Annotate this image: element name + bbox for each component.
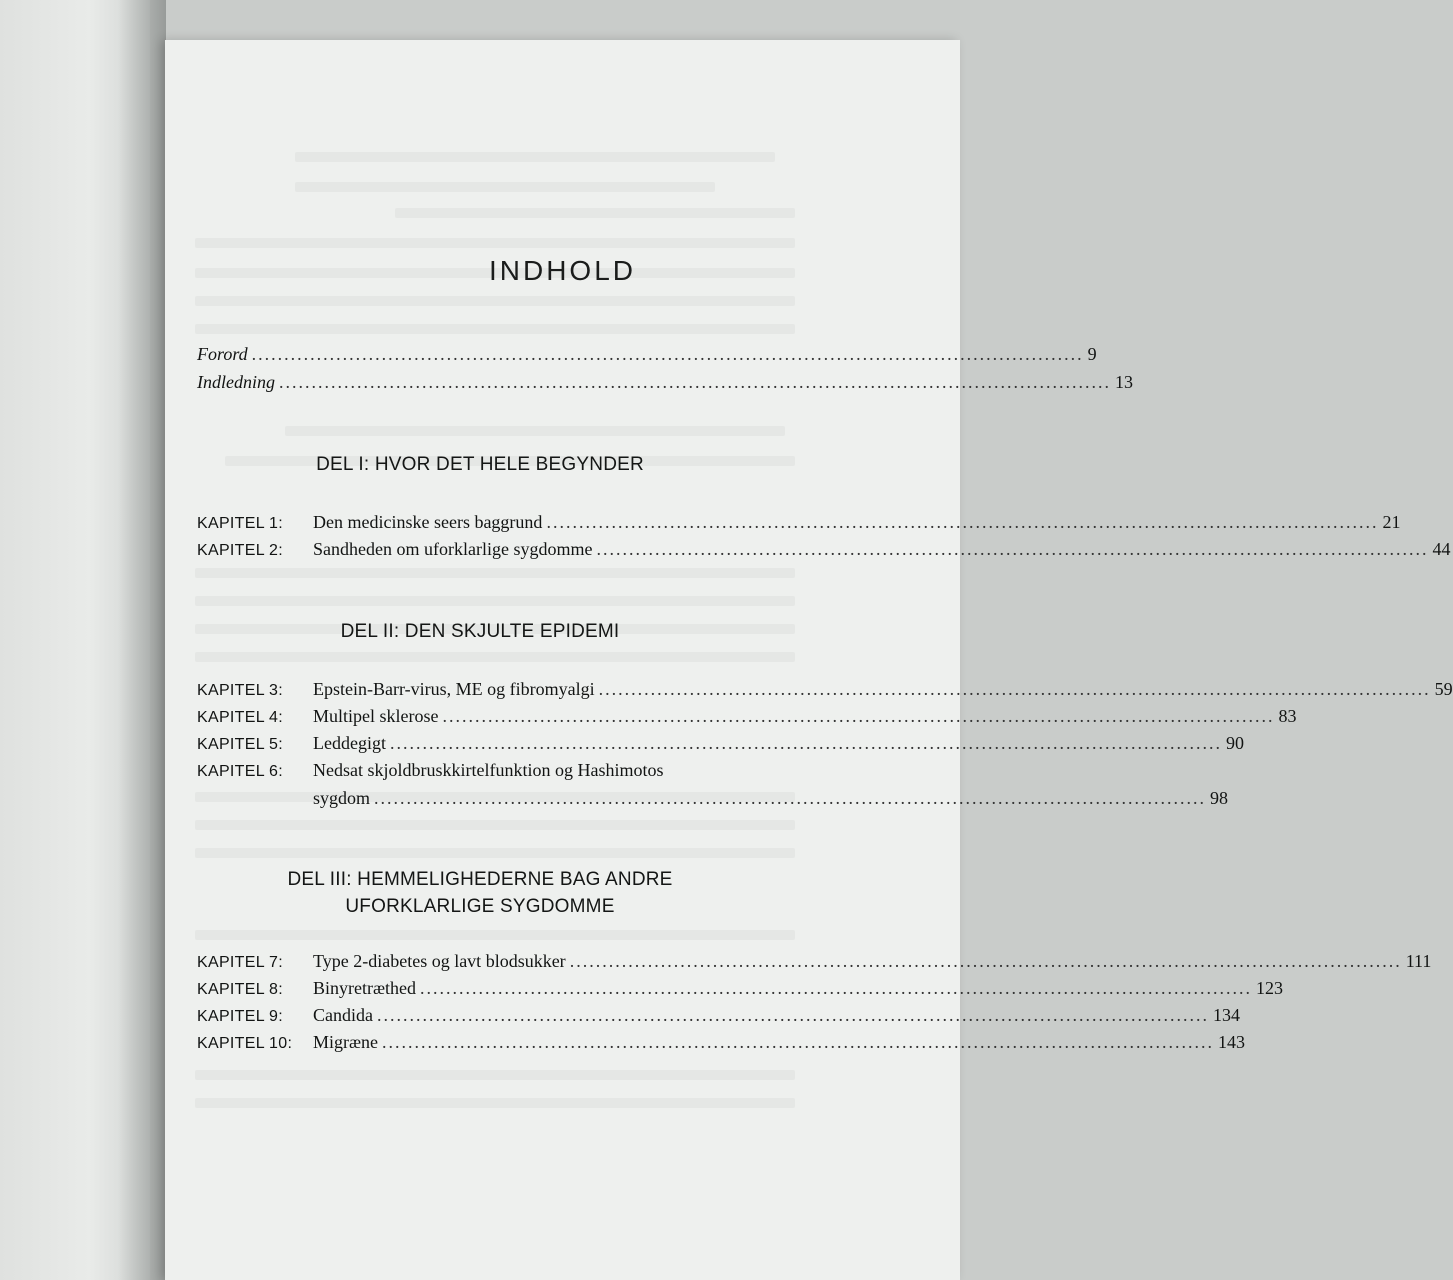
toc-chapter-6	[197, 758, 794, 784]
toc-entry-indledning	[197, 370, 1133, 394]
toc-page-number: 59	[1434, 679, 1453, 699]
part-heading: DEL II: DEN SKJULTE EPIDEMI	[340, 621, 620, 642]
dot-leader: ................................................................................................................................	[419, 978, 1252, 998]
book-page	[165, 40, 1453, 1280]
chapter-title-continued: sygdom	[313, 788, 371, 808]
toc-chapter-3	[197, 677, 1453, 703]
toc-chapter-5	[197, 731, 1244, 757]
chapter-title: Type 2-diabetes og lavt blodsukker	[313, 951, 566, 971]
toc-entry-title: Forord	[197, 344, 248, 364]
toc-chapter-9	[197, 1003, 1240, 1029]
dot-leader: ................................................................................................................................	[596, 539, 1429, 559]
chapter-title: Multipel sklerose	[313, 706, 439, 726]
toc-chapter-8	[197, 976, 1283, 1002]
part-heading-line-2: UFORKLARLIGE SYGDOMME	[345, 896, 615, 917]
chapter-label: KAPITEL 2:	[197, 542, 283, 559]
chapter-title: Sandheden om uforklarlige sygdomme	[313, 539, 593, 559]
dot-leader: ................................................................................................................................	[374, 788, 1207, 808]
toc-chapter-10	[197, 1030, 1245, 1056]
chapter-title: Nedsat skjoldbruskkirtelfunktion og Hashimotos	[313, 760, 664, 780]
dot-leader: ................................................................................................................................	[389, 733, 1222, 753]
toc-entry-forord	[197, 342, 1097, 366]
dot-leader: ................................................................................................................................	[382, 1032, 1214, 1052]
chapter-label: KAPITEL 10:	[197, 1035, 293, 1052]
dot-leader: ................................................................................................................................	[251, 344, 1084, 364]
toc-chapter-4	[197, 704, 1297, 730]
toc-page-number: 44	[1432, 539, 1451, 559]
dot-leader: ................................................................................................................................	[377, 1005, 1209, 1025]
chapter-title: Den medicinske seers baggrund	[313, 512, 543, 532]
toc-page-number: 90	[1225, 733, 1244, 753]
toc-entry-title: Indledning	[197, 372, 275, 392]
toc-chapter-2	[197, 537, 1451, 563]
dot-leader: ................................................................................................................................	[442, 706, 1275, 726]
part-heading: DEL I: HVOR DET HELE BEGYNDER	[316, 454, 644, 475]
toc-page-number: 123	[1255, 978, 1283, 998]
chapter-label: KAPITEL 1:	[197, 515, 283, 532]
chapter-title: Candida	[313, 1005, 373, 1025]
toc-page-number: 13	[1115, 372, 1133, 392]
book-gutter	[118, 0, 166, 1280]
toc-page-number: 143	[1218, 1032, 1245, 1052]
toc-page-number: 98	[1210, 788, 1229, 808]
chapter-label: KAPITEL 9:	[197, 1008, 283, 1025]
dot-leader: ................................................................................................................................	[598, 679, 1431, 699]
chapter-label: KAPITEL 3:	[197, 682, 283, 699]
chapter-title: Migræne	[313, 1032, 378, 1052]
chapter-label: KAPITEL 8:	[197, 981, 283, 998]
toc-chapter-6-continued	[313, 786, 1229, 810]
chapter-label: KAPITEL 6:	[197, 763, 283, 780]
dot-leader: ................................................................................................................................	[546, 512, 1379, 532]
page-title: INDHOLD	[488, 255, 636, 286]
chapter-title: Epstein-Barr-virus, ME og fibromyalgi	[313, 679, 595, 699]
toc-page-number: 9	[1087, 344, 1097, 364]
toc-page-number: 134	[1213, 1005, 1240, 1025]
part-heading-line-1: DEL III: HEMMELIGHEDERNE BAG ANDRE	[287, 869, 673, 890]
dot-leader: ................................................................................................................................	[569, 951, 1402, 971]
chapter-title: Binyretræthed	[313, 978, 416, 998]
toc-chapter-1	[197, 510, 1401, 536]
chapter-title: Leddegigt	[313, 733, 386, 753]
chapter-label: KAPITEL 5:	[197, 736, 283, 753]
chapter-label: KAPITEL 7:	[197, 954, 283, 971]
toc-chapter-7	[197, 949, 1432, 975]
toc-page-number: 21	[1382, 512, 1401, 532]
dot-leader: ................................................................................................................................	[279, 372, 1111, 392]
toc-page-number: 111	[1405, 951, 1432, 971]
toc-page-number: 83	[1278, 706, 1297, 726]
show-through-text	[165, 40, 960, 1280]
chapter-label: KAPITEL 4:	[197, 709, 283, 726]
